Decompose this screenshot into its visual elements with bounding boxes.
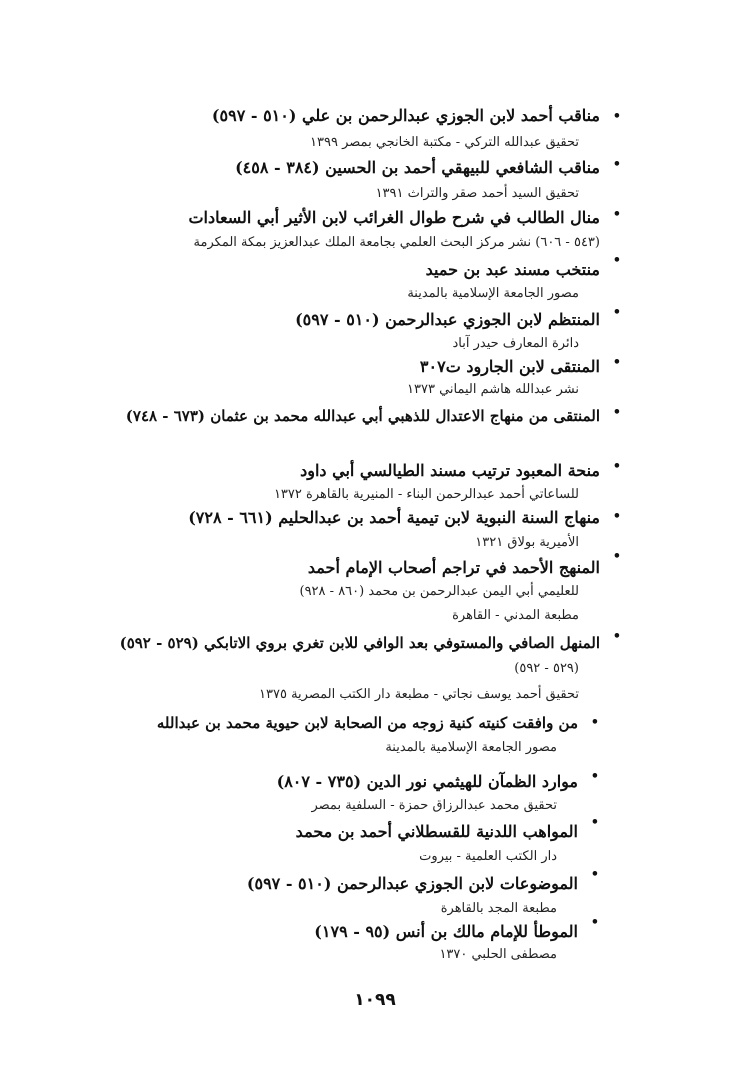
bullet-icon: • xyxy=(590,769,599,784)
entry-title: من وافقت كنيته كنية زوجه من الصحابة لابن حيوية محمد بن عبدالله xyxy=(156,714,578,732)
entry-detail: تحقيق عبدالله التركي - مكتبة الخانجي بمصر ١٣٩٩ xyxy=(310,135,579,150)
entry-detail: دائرة المعارف حيدر آباد xyxy=(452,336,579,351)
entry-title: المنهج الأحمد في تراجم أصحاب الإمام أحمد xyxy=(307,558,600,577)
bullet-icon: • xyxy=(612,629,621,644)
entry-detail: للعليمي أبي اليمن عبدالرحمن بن محمد (٨٦٠ - ٩٢٨) xyxy=(299,584,579,599)
bullet-icon: • xyxy=(612,405,621,420)
entry-detail: مصطفى الحلبي ١٣٧٠ xyxy=(439,947,557,962)
entry-title: موارد الظمآن للهيثمي نور الدين (٧٣٥ - ٨٠٧) xyxy=(276,772,578,791)
entry-detail: الأميرية بولاق ١٣٢١ xyxy=(475,535,579,550)
entry-detail: تحقيق أحمد يوسف نجاتي - مطبعة دار الكتب المصرية ١٣٧٥ xyxy=(259,687,579,702)
entry-detail: مطبعة المجد بالقاهرة xyxy=(440,901,557,916)
entry-detail: مصور الجامعة الإسلامية بالمدينة xyxy=(385,740,557,755)
bullet-icon: • xyxy=(612,459,621,474)
entry-detail: مطبعة المدني - القاهرة xyxy=(452,608,579,623)
bullet-icon: • xyxy=(612,253,621,268)
bullet-icon: • xyxy=(612,157,621,172)
entry-title: الموضوعات لابن الجوزي عبدالرحمن (٥١٠ - ٥٩٧) xyxy=(246,874,578,893)
bullet-icon: • xyxy=(612,207,621,222)
entry-title: منال الطالب في شرح طوال الغرائب لابن الأثير أبي السعادات xyxy=(188,208,600,227)
entry-detail: دار الكتب العلمية - بيروت xyxy=(419,849,557,864)
entry-title: المنتظم لابن الجوزي عبدالرحمن (٥١٠ - ٥٩٧) xyxy=(295,310,600,329)
entry-title: مناقب الشافعي للبيهقي أحمد بن الحسين (٣٨٤ - ٤٥٨) xyxy=(235,158,600,177)
entry-detail: تحقيق السيد أحمد صقر والتراث ١٣٩١ xyxy=(375,186,579,201)
bullet-icon: • xyxy=(590,867,599,882)
entry-title: المنتقى من منهاج الاعتدال للذهبي أبي عبدالله محمد بن عثمان (٦٧٣ - ٧٤٨) xyxy=(125,407,600,425)
entry-title: منهاج السنة النبوية لابن تيمية أحمد بن عبدالحليم (٦٦١ - ٧٢٨) xyxy=(188,508,600,527)
entry-detail: (٥٤٣ - ٦٠٦) نشر مركز البحث العلمي بجامعة الملك عبدالعزيز بمكة المكرمة xyxy=(193,235,600,250)
entry-detail: للساعاتي أحمد عبدالرحمن البناء - المنيرية بالقاهرة ١٣٧٢ xyxy=(273,487,579,502)
bullet-icon: • xyxy=(612,355,621,370)
page-number: ١٠٩٩ xyxy=(354,990,396,1010)
entry-title: مناقب أحمد لابن الجوزي عبدالرحمن بن علي (٥١٠ - ٥٩٧) xyxy=(211,106,600,125)
bullet-icon: • xyxy=(612,305,621,320)
bullet-icon: • xyxy=(612,109,621,124)
entry-title: منحة المعبود ترتيب مسند الطيالسي أبي داود xyxy=(300,461,600,480)
entry-detail: مصور الجامعة الإسلامية بالمدينة xyxy=(407,286,579,301)
entry-detail: نشر عبدالله هاشم اليماني ١٣٧٣ xyxy=(407,382,579,397)
entry-title: المواهب اللدنية للقسطلاني أحمد بن محمد xyxy=(295,822,578,841)
entry-title: المنتقى لابن الجارود ت٣٠٧ xyxy=(419,357,600,376)
entry-title: منتخب مسند عبد بن حميد xyxy=(425,260,600,279)
bullet-icon: • xyxy=(590,715,599,730)
entry-title: الموطأ للإمام مالك بن أنس (٩٥ - ١٧٩) xyxy=(314,922,578,941)
bullet-icon: • xyxy=(590,815,599,830)
entry-detail: (٥٢٩ - ٥٩٢) xyxy=(514,661,579,676)
bullet-icon: • xyxy=(612,549,621,564)
bullet-icon: • xyxy=(612,509,621,524)
entry-title: المنهل الصافي والمستوفي بعد الوافي للابن تغري بروي الاتابكي (٥٢٩ - ٥٩٢) xyxy=(119,634,600,652)
entry-detail: تحقيق محمد عبدالرزاق حمزة - السلفية بمصر xyxy=(311,798,557,813)
bullet-icon: • xyxy=(590,915,599,930)
